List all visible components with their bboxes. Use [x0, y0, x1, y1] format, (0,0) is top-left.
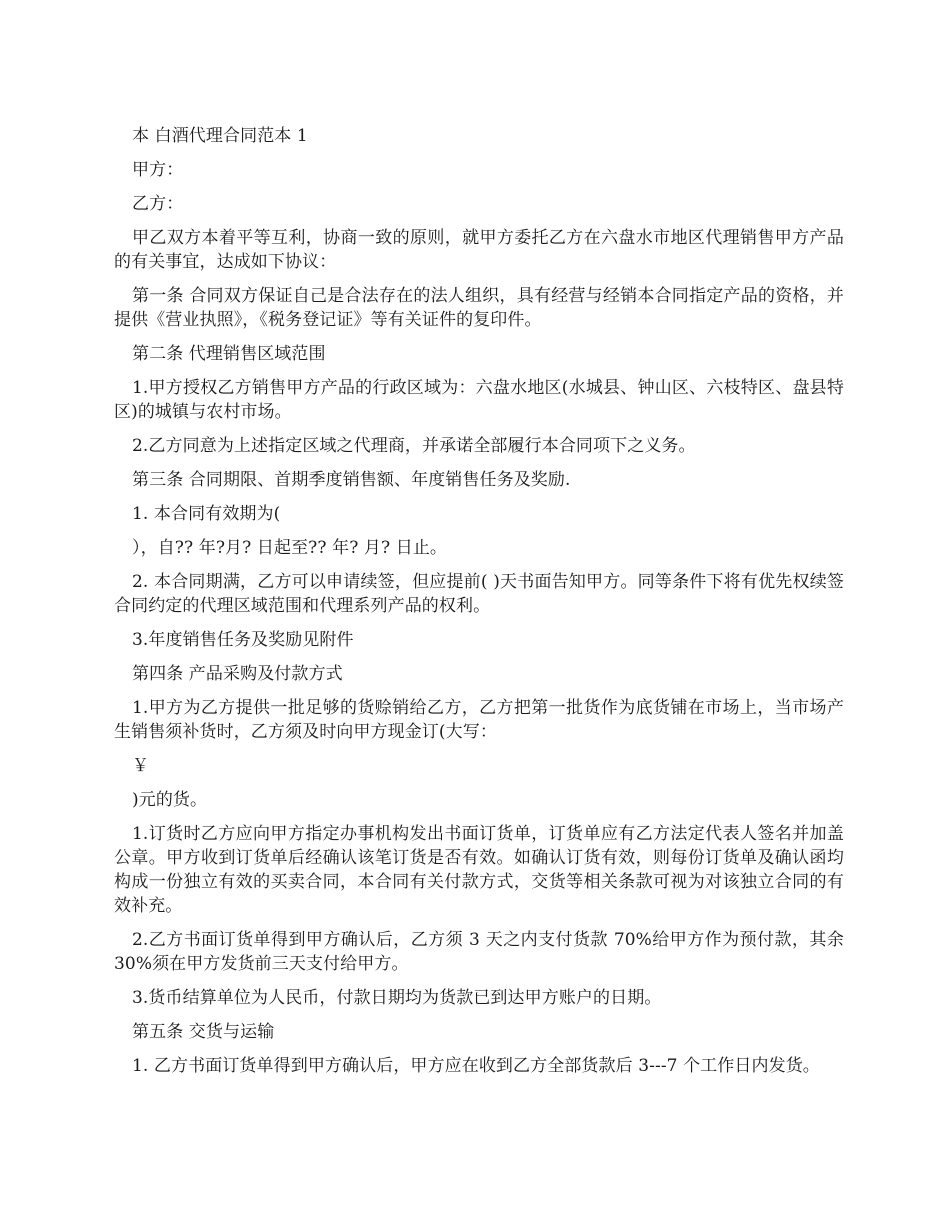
article-5-heading: 第五条 交货与运输	[132, 1022, 275, 1042]
article-5-clause-1: 1. 乙方书面订货单得到甲方确认后，甲方应在收到乙方全部货款后 3---7 个工作日内发货。	[132, 1056, 820, 1076]
article-2-clause-1: 1.甲方授权乙方销售甲方产品的行政区域为：六盘水地区(水城县、钟山区、六枝特区、盘县特区)的城镇与农村市场。	[114, 378, 844, 422]
article-3-clause-1-start: 1. 本合同有效期为(	[132, 504, 281, 524]
party-a-line: 甲方：	[132, 160, 184, 180]
article-4-heading: 第四条 产品采购及付款方式	[132, 664, 343, 684]
order-clause-2: 2.乙方书面订货单得到甲方确认后，乙方须 3 天之内支付货款 70%给甲方作为预付款，其余 30%须在甲方发货前三天支付给甲方。	[114, 930, 844, 974]
article-3-clause-3: 3.年度销售任务及奖励见附件	[132, 630, 354, 650]
article-4-clause-1: 1.甲方为乙方提供一批足够的货赊销给乙方，乙方把第一批货作为底货铺在市场上，当市场产生销售须补货时，乙方须及时向甲方现金订(大写：	[114, 698, 844, 742]
article-2-heading: 第二条 代理销售区域范围	[132, 344, 326, 364]
article-1-paragraph: 第一条 合同双方保证自己是合法存在的法人组织，具有经营与经销本合同指定产品的资格，并提供《营业执照》，《税务登记证》等有关证件的复印件。	[114, 286, 844, 330]
article-2-clause-2: 2.乙方同意为上述指定区域之代理商，并承诺全部履行本合同项下之义务。	[132, 436, 696, 456]
document-body	[114, 124, 844, 1088]
article-3-heading: 第三条 合同期限、首期季度销售额、年度销售任务及奖励.	[132, 470, 571, 490]
document-title: 本 白酒代理合同范本 1	[132, 126, 308, 146]
preamble-paragraph: 甲乙双方本着平等互利，协商一致的原则，就甲方委托乙方在六盘水市地区代理销售甲方产品的有关事宜，达成如下协议：	[114, 228, 844, 272]
article-3-clause-2: 2. 本合同期满，乙方可以申请续签，但应提前( )天书面告知甲方。同等条件下将有优先权续签合同约定的代理区域范围和代理系列产品的权利。	[114, 572, 844, 616]
yuan-symbol-line: ￥	[132, 756, 150, 776]
order-clause-3: 3.货币结算单位为人民币，付款日期均为货款已到达甲方账户的日期。	[132, 988, 662, 1008]
amount-suffix-line: )元的货。	[132, 790, 208, 810]
order-clause-1: 1.订货时乙方应向甲方指定办事机构发出书面订货单，订货单应有乙方法定代表人签名并加盖公章。甲方收到订货单后经确认该笔订货是否有效。如确认订货有效，则每份订货单及确认函均构成一份独立有效的买卖合同，本合同有关付款方式，交货等相关条款可视为对该独立合同的有效补充。	[114, 824, 844, 916]
party-b-line: 乙方：	[132, 194, 184, 214]
article-3-clause-1-dates: ），自?? 年?月? 日起至?? 年? 月? 日止。	[132, 538, 448, 558]
